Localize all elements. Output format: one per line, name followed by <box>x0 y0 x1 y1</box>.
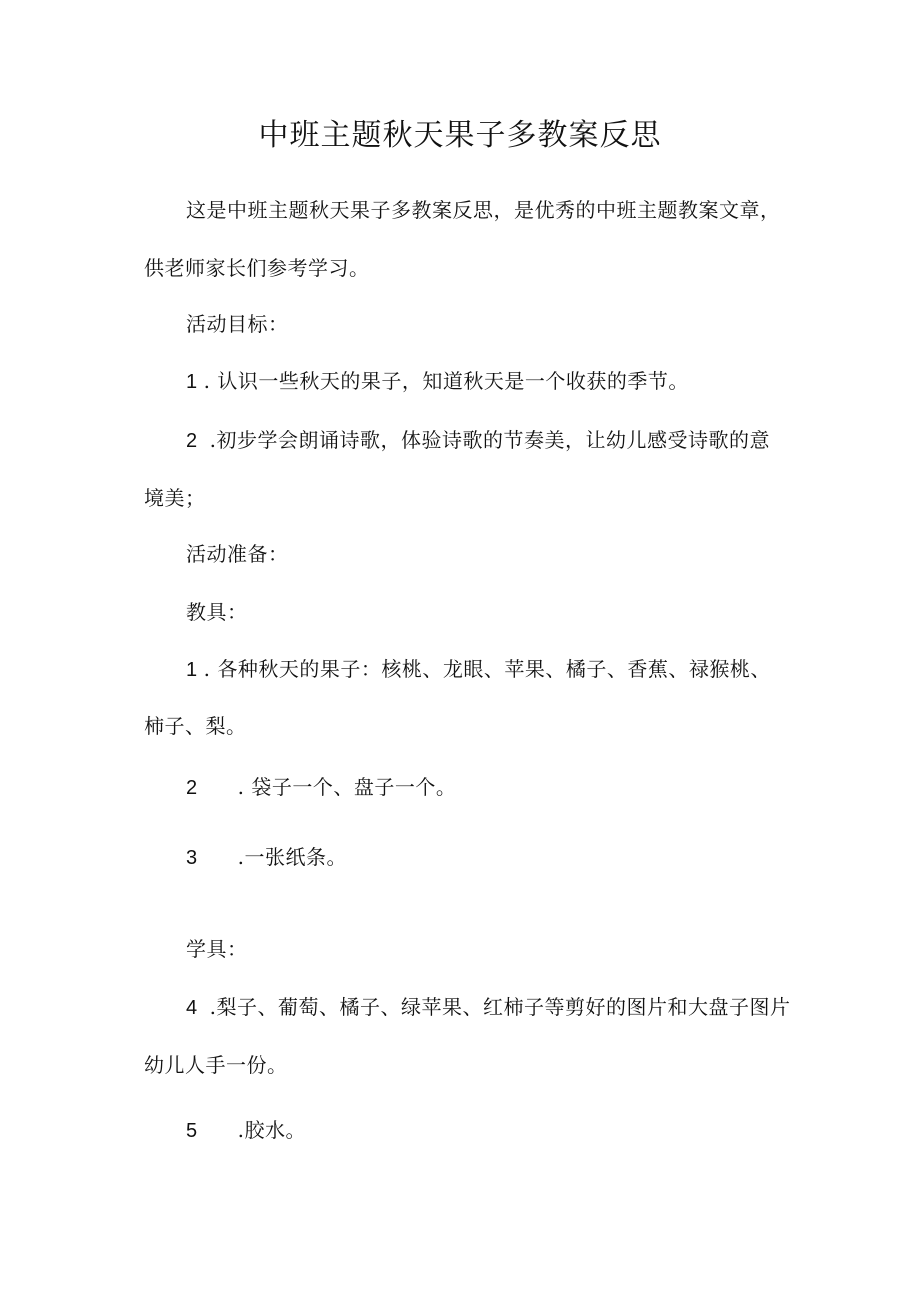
goal-item-2-text: .初步学会朗诵诗歌，体验诗歌的节奏美，让幼儿感受诗歌的意 <box>209 428 770 452</box>
goal-item-2 <box>186 428 770 453</box>
goals-heading: 活动目标： <box>186 312 289 336</box>
prep-heading: 活动准备： <box>186 542 289 566</box>
prep-item-1-continuation: 柿子、梨。 <box>144 714 247 738</box>
prep-item-5 <box>186 1118 306 1143</box>
prep-item-3-text: .一张纸条。 <box>237 845 347 869</box>
goal-item-2-number: 2 <box>186 430 198 452</box>
prep-item-4-continuation: 幼儿人手一份。 <box>144 1053 288 1077</box>
goal-item-1-number: 1 <box>186 371 198 393</box>
prep-item-3-number: 3 <box>186 847 198 869</box>
prep-item-4-text: .梨子、葡萄、橘子、绿苹果、红柿子等剪好的图片和大盘子图片 <box>209 995 791 1019</box>
prep-item-1 <box>186 657 771 682</box>
intro-line-2: 供老师家长们参考学习。 <box>144 256 370 280</box>
document-title: 中班主题秋天果子多教案反思 <box>258 118 662 153</box>
goal-item-1 <box>186 369 689 394</box>
learning-tools-heading: 学具： <box>186 937 248 961</box>
prep-item-5-text: .胶水。 <box>237 1118 306 1142</box>
prep-item-5-number: 5 <box>186 1120 198 1142</box>
prep-item-4-number: 4 <box>186 997 198 1019</box>
goal-item-1-text: . 认识一些秋天的果子，知道秋天是一个收获的季节。 <box>203 369 689 393</box>
prep-item-2-number: 2 <box>186 777 198 799</box>
prep-item-1-number: 1 <box>186 659 198 681</box>
prep-item-1-text: . 各种秋天的果子：核桃、龙眼、苹果、橘子、香蕉、禄猴桃、 <box>203 657 771 681</box>
prep-item-3 <box>186 845 347 870</box>
intro-line-1: 这是中班主题秋天果子多教案反思，是优秀的中班主题教案文章， <box>186 198 781 222</box>
goal-item-2-continuation: 境美； <box>144 486 206 510</box>
prep-item-4 <box>186 995 790 1020</box>
teaching-tools-heading: 教具： <box>186 600 248 624</box>
prep-item-2-text: . 袋子一个、盘子一个。 <box>237 775 457 799</box>
prep-item-2 <box>186 775 456 800</box>
